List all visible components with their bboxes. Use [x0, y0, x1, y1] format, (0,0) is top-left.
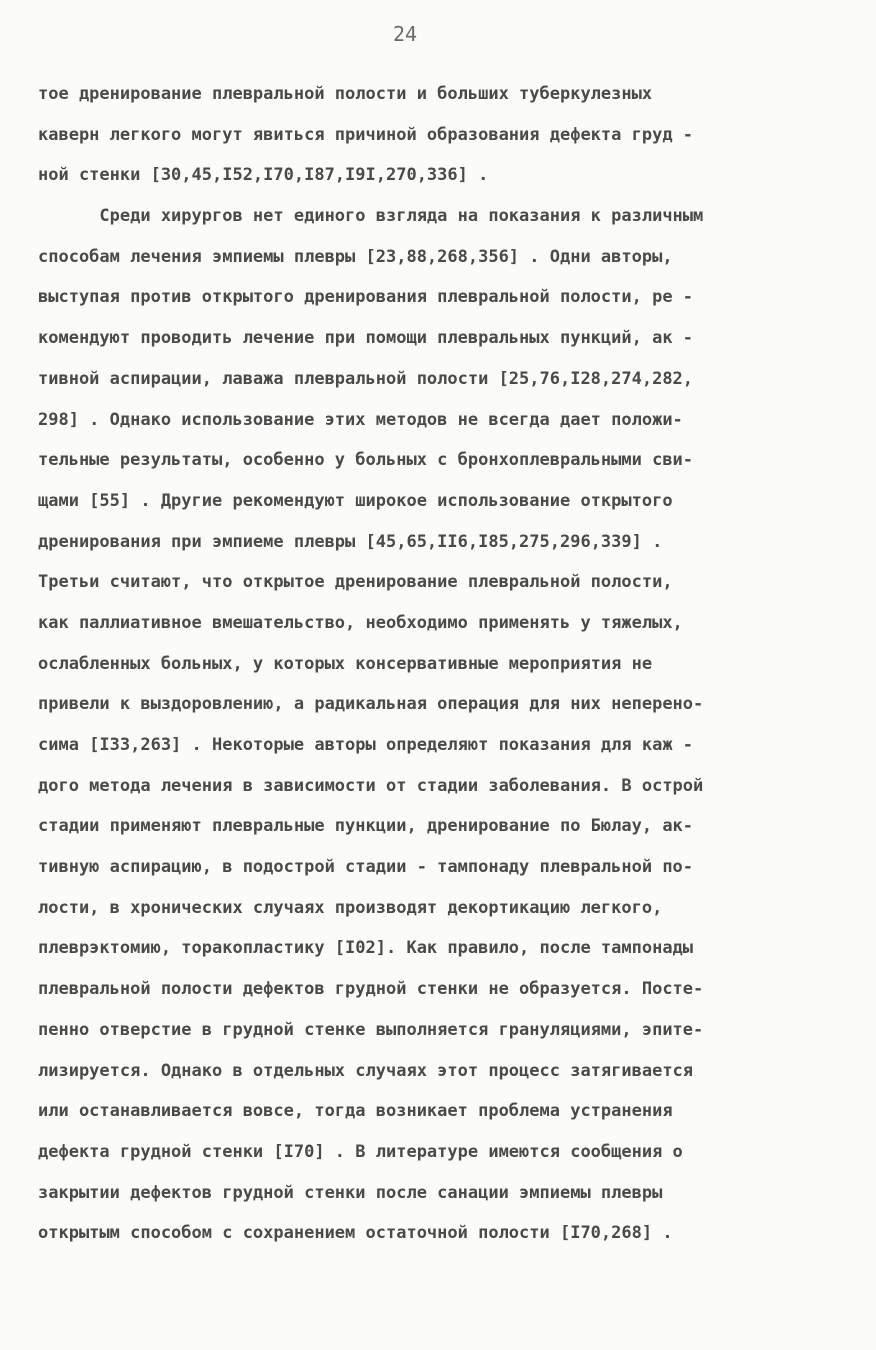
text-line: дого метода лечения в зависимости от стадии заболевания. В острой	[38, 775, 704, 796]
text-line: тое дренирование плевральной полости и больших туберкулезных	[38, 84, 653, 104]
text-line: ной стенки [30,45,I52,I70,I87,I9I,270,336] .	[38, 165, 489, 186]
text-line: привели к выздоровлению, а радикальная операция для них неперено-	[38, 694, 704, 715]
text-line: выступая против открытого дренирования плевральной полости, ре -	[38, 287, 694, 308]
text-line: лизируется. Однако в отдельных случаях этот процесс затягивается	[38, 1060, 694, 1081]
text-line: стадии применяют плевральные пункции, дренирование по Бюлау, ак-	[38, 816, 694, 837]
text-line: плевральной полости дефектов грудной стенки не образуется. Посте-	[38, 979, 704, 1000]
text-line: закрытии дефектов грудной стенки после санации эмпиемы плевры	[38, 1182, 663, 1203]
text-line: Третьи считают, что открытое дренирование плевральной полости,	[38, 572, 673, 593]
text-line: каверн легкого могут явиться причиной образования дефекта груд -	[38, 124, 694, 145]
text-line: дренирования при эмпиеме плевры [45,65,II6,I85,275,296,339] .	[38, 531, 663, 552]
text-line: дефекта грудной стенки [I70] . В литературе имеются сообщения о	[38, 1141, 683, 1162]
body-text	[38, 80, 848, 1260]
text-line: способам лечения эмпиемы плевры [23,88,268,356] . Одни авторы,	[38, 246, 673, 267]
text-line: тивной аспирации, лаважа плевральной полости [25,76,I28,274,282,	[38, 368, 694, 389]
text-line: сима [I33,263] . Некоторые авторы определяют показания для каж -	[38, 735, 694, 755]
text-line: открытым способом с сохранением остаточной полости [I70,268] .	[38, 1223, 673, 1244]
page-number: 24	[392, 22, 418, 46]
text-line: тивную аспирацию, в подострой стадии - тампонаду плевральной по-	[38, 857, 694, 878]
text-line: щами [55] . Другие рекомендуют широкое использование открытого	[38, 490, 673, 511]
text-line: ослабленных больных, у которых консервативные мероприятия не	[38, 653, 653, 674]
text-line: Среди хирургов нет единого взгляда на показания к различным	[38, 206, 704, 227]
text-line: или останавливается вовсе, тогда возникает проблема устранения	[38, 1101, 673, 1122]
text-line: тельные результаты, особенно у больных с бронхоплевральными сви-	[38, 450, 694, 471]
text-line: комендуют проводить лечение при помощи плевральных пункций, ак -	[38, 328, 694, 349]
text-line: плеврэктомию, торакопластику [I02]. Как правило, после тампонады	[38, 938, 694, 959]
text-line: пенно отверстие в грудной стенке выполняется грануляциями, эпите-	[38, 1019, 704, 1040]
text-line: лости, в хронических случаях производят декортикацию легкого,	[38, 897, 663, 918]
text-line: как паллиативное вмешательство, необходимо применять у тяжелых,	[38, 612, 683, 633]
text-line: 298] . Однако использование этих методов не всегда дает положи-	[38, 409, 683, 430]
